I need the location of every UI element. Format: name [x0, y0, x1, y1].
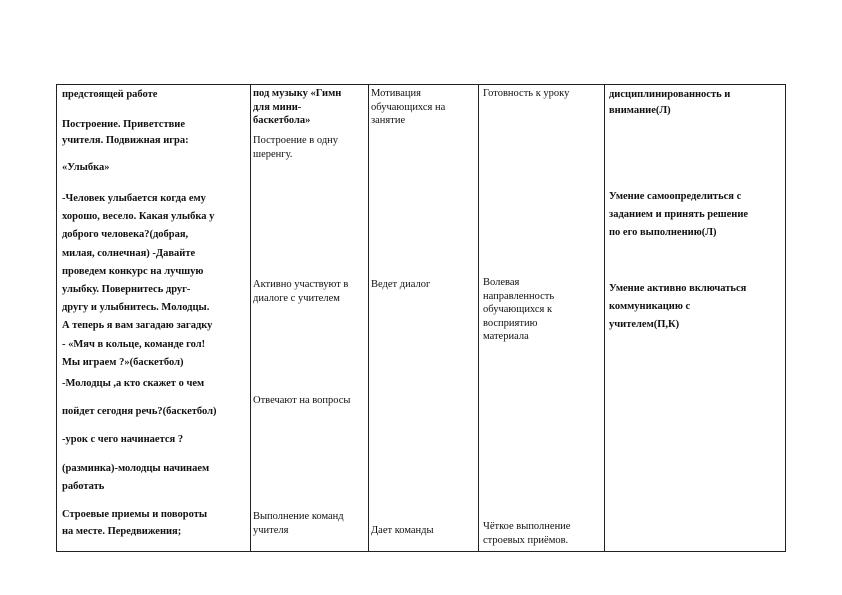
cell-game-title: «Улыбка»	[62, 162, 110, 173]
cell-self-determination-text: Умение самоопределиться с заданием и принять решение по его выполнению(Л)	[609, 191, 749, 238]
cell-communication-text: Умение активно включаться коммуникацию с учителем(П,К)	[609, 283, 747, 330]
cell-question-4: (разминка)-молодцы начинаем работать	[62, 463, 210, 492]
cell-commands-text: Дает команды	[371, 525, 434, 536]
cell-drill-text: Строевые приемы и повороты на месте. Передвижения;	[62, 509, 208, 537]
cell-line-up-text: Построение в одну шеренгу.	[253, 135, 339, 160]
cell-question-2: пойдет сегодня речь?(баскетбол)	[62, 406, 217, 417]
cell-execute-text: Выполнение команд учителя	[253, 511, 344, 536]
cell-answer-text: Отвечают на вопросы	[253, 395, 351, 406]
cell-active-text: Активно участвуют в диалоге с учителем	[253, 279, 349, 304]
column-divider	[250, 85, 251, 551]
cell-volition-text: Волевая направленность обучающихся к восприятию материала	[483, 277, 555, 342]
cell-clear-execution-text: Чёткое выполнение строевых приёмов.	[483, 521, 571, 546]
cell-question-1: -Молодцы ,а кто скажет о чем	[62, 378, 205, 389]
cell-main-dialog: -Человек улыбается когда ему хорошо, весело. Какая улыбка у доброго человека?(добрая, милая, солнечная) -Давайте проведем конкурс на лучшую улыбку. Повернитесь друг- другу и улыбнитесь. Молодцы. А теперь я вам загадаю загадку - «Мяч в кольце, команде гол! Мы играем ?»(баскетбол)	[62, 193, 215, 368]
cell-readiness-text: Готовность к уроку	[483, 88, 570, 99]
cell-motivation-text: Мотивация обучающихся на занятие	[371, 88, 446, 126]
column-divider	[604, 85, 605, 551]
column-divider	[368, 85, 369, 551]
column-divider	[478, 85, 479, 551]
cell-discipline-text: дисциплинированность и внимание(Л)	[609, 89, 731, 116]
cell-prep-text: предстоящей работе	[62, 89, 158, 100]
cell-question-3: -урок с чего начинается ?	[62, 434, 184, 445]
cell-dialog-text: Ведет диалог	[371, 279, 431, 290]
cell-build-text: Построение. Приветствие учителя. Подвижная игра:	[62, 119, 189, 146]
cell-music-text: под музыку «Гимн для мини- баскетбола»	[253, 88, 342, 126]
